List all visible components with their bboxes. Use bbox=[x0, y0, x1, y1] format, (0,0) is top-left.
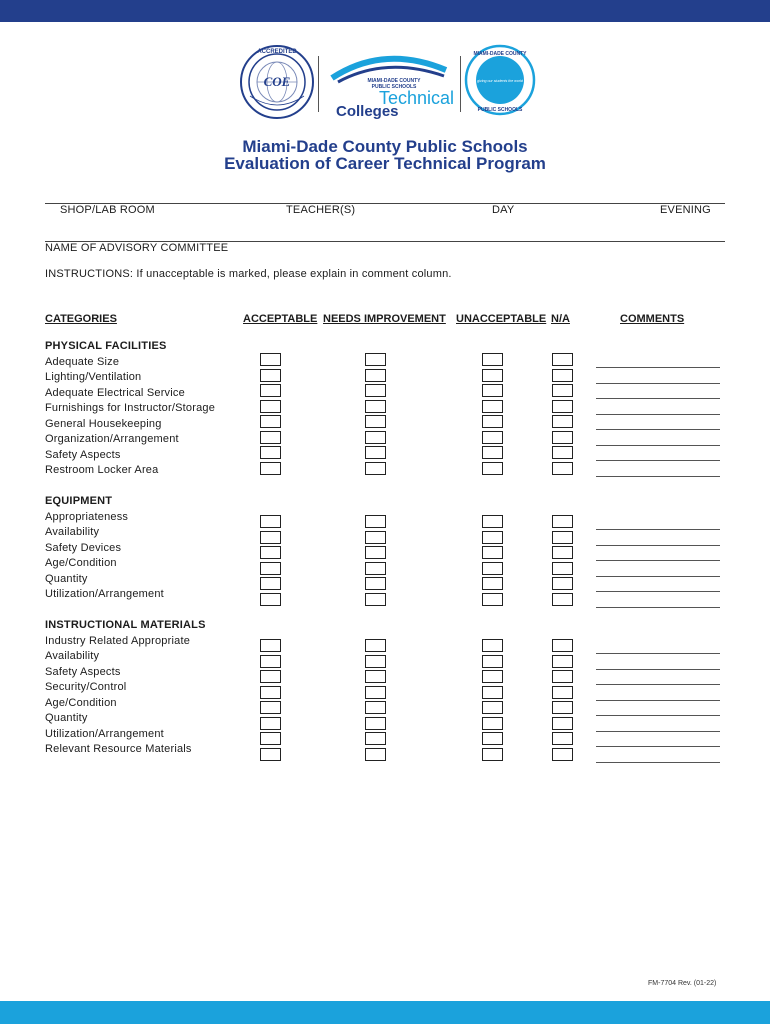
svg-text:COE: COE bbox=[263, 74, 291, 89]
checkbox-na[interactable] bbox=[552, 717, 573, 730]
checkbox-acceptable[interactable] bbox=[260, 717, 281, 730]
svg-text:MIAMI-DADE COUNTY: MIAMI-DADE COUNTY bbox=[473, 51, 527, 57]
checkbox-needs-improvement[interactable] bbox=[365, 531, 386, 544]
bottom-color-band bbox=[0, 1001, 770, 1024]
checkbox-acceptable[interactable] bbox=[260, 701, 281, 714]
advisory-committee-label: NAME OF ADVISORY COMMITTEE bbox=[45, 242, 229, 254]
checkbox-unacceptable[interactable] bbox=[482, 515, 503, 528]
checkbox-na[interactable] bbox=[552, 593, 573, 606]
checkbox-acceptable[interactable] bbox=[260, 446, 281, 459]
checkbox-needs-improvement[interactable] bbox=[365, 701, 386, 714]
checkbox-na[interactable] bbox=[552, 415, 573, 428]
checkbox-unacceptable[interactable] bbox=[482, 462, 503, 475]
checkbox-unacceptable[interactable] bbox=[482, 415, 503, 428]
checkbox-unacceptable[interactable] bbox=[482, 431, 503, 444]
item-label: Safety Aspects bbox=[45, 449, 121, 461]
comment-line[interactable] bbox=[596, 545, 720, 546]
shop-lab-room-label: SHOP/LAB ROOM bbox=[60, 204, 155, 216]
comment-line[interactable] bbox=[596, 367, 720, 368]
checkbox-acceptable[interactable] bbox=[260, 655, 281, 668]
technical-colleges-logo bbox=[324, 48, 456, 120]
item-label: Availability bbox=[45, 526, 100, 538]
col-header-categories: CATEGORIES bbox=[45, 313, 117, 325]
checkbox-na[interactable] bbox=[552, 462, 573, 475]
col-header-needs-improvement: NEEDS IMPROVEMENT bbox=[323, 313, 446, 325]
checkbox-na[interactable] bbox=[552, 353, 573, 366]
comment-line[interactable] bbox=[596, 746, 720, 747]
comment-line[interactable] bbox=[596, 398, 720, 399]
checkbox-na[interactable] bbox=[552, 531, 573, 544]
comment-line[interactable] bbox=[596, 560, 720, 561]
checkbox-unacceptable[interactable] bbox=[482, 446, 503, 459]
comment-line[interactable] bbox=[596, 414, 720, 415]
checkbox-needs-improvement[interactable] bbox=[365, 670, 386, 683]
item-label: Relevant Resource Materials bbox=[45, 743, 192, 755]
checkbox-na[interactable] bbox=[552, 686, 573, 699]
checkbox-acceptable[interactable] bbox=[260, 369, 281, 382]
instructions-text: INSTRUCTIONS: If unacceptable is marked, please explain in comment column. bbox=[45, 268, 452, 280]
checkbox-unacceptable[interactable] bbox=[482, 353, 503, 366]
checkbox-acceptable[interactable] bbox=[260, 431, 281, 444]
checkbox-needs-improvement[interactable] bbox=[365, 748, 386, 761]
checkbox-na[interactable] bbox=[552, 446, 573, 459]
checkbox-unacceptable[interactable] bbox=[482, 732, 503, 745]
checkbox-needs-improvement[interactable] bbox=[365, 462, 386, 475]
comment-line[interactable] bbox=[596, 684, 720, 685]
checkbox-na[interactable] bbox=[552, 384, 573, 397]
checkbox-unacceptable[interactable] bbox=[482, 686, 503, 699]
checkbox-unacceptable[interactable] bbox=[482, 701, 503, 714]
checkbox-acceptable[interactable] bbox=[260, 593, 281, 606]
checkbox-unacceptable[interactable] bbox=[482, 655, 503, 668]
logo-divider bbox=[460, 56, 461, 112]
checkbox-na[interactable] bbox=[552, 748, 573, 761]
checkbox-acceptable[interactable] bbox=[260, 577, 281, 590]
col-header-acceptable: ACCEPTABLE bbox=[243, 313, 318, 325]
comment-line[interactable] bbox=[596, 576, 720, 577]
checkbox-acceptable[interactable] bbox=[260, 353, 281, 366]
item-label: Adequate Electrical Service bbox=[45, 387, 185, 399]
comment-line[interactable] bbox=[596, 731, 720, 732]
checkbox-na[interactable] bbox=[552, 577, 573, 590]
checkbox-na[interactable] bbox=[552, 400, 573, 413]
checkbox-needs-improvement[interactable] bbox=[365, 446, 386, 459]
checkbox-unacceptable[interactable] bbox=[482, 384, 503, 397]
title-line-2: Evaluation of Career Technical Program bbox=[224, 154, 546, 173]
svg-text:Technical: Technical bbox=[378, 88, 454, 108]
checkbox-unacceptable[interactable] bbox=[482, 369, 503, 382]
item-label: Security/Control bbox=[45, 681, 127, 693]
item-label: Availability bbox=[45, 650, 100, 662]
checkbox-needs-improvement[interactable] bbox=[365, 353, 386, 366]
teacher-label: TEACHER(S) bbox=[286, 204, 356, 216]
checkbox-needs-improvement[interactable] bbox=[365, 415, 386, 428]
item-label: Utilization/Arrangement bbox=[45, 588, 164, 600]
checkbox-needs-improvement[interactable] bbox=[365, 577, 386, 590]
checkbox-acceptable[interactable] bbox=[260, 415, 281, 428]
svg-text:giving our students the world: giving our students the world bbox=[477, 79, 523, 83]
item-label: Organization/Arrangement bbox=[45, 433, 179, 445]
item-label: Lighting/Ventilation bbox=[45, 371, 142, 383]
checkbox-acceptable[interactable] bbox=[260, 531, 281, 544]
checkbox-needs-improvement[interactable] bbox=[365, 686, 386, 699]
coe-accreditation-logo bbox=[238, 44, 316, 120]
comment-line[interactable] bbox=[596, 383, 720, 384]
checkbox-acceptable[interactable] bbox=[260, 546, 281, 559]
checkbox-acceptable[interactable] bbox=[260, 748, 281, 761]
section-title: EQUIPMENT bbox=[45, 495, 113, 507]
col-header-unacceptable: UNACCEPTABLE bbox=[456, 313, 547, 325]
svg-text:ACCREDITED: ACCREDITED bbox=[257, 49, 297, 55]
svg-text:MIAMI-DADE COUNTY: MIAMI-DADE COUNTY bbox=[367, 78, 421, 84]
checkbox-needs-improvement[interactable] bbox=[365, 593, 386, 606]
comment-line[interactable] bbox=[596, 715, 720, 716]
section-title: INSTRUCTIONAL MATERIALS bbox=[45, 619, 206, 631]
checkbox-acceptable[interactable] bbox=[260, 670, 281, 683]
checkbox-unacceptable[interactable] bbox=[482, 577, 503, 590]
form-code: FM-7704 Rev. (01-22) bbox=[648, 980, 717, 987]
checkbox-needs-improvement[interactable] bbox=[365, 717, 386, 730]
checkbox-acceptable[interactable] bbox=[260, 384, 281, 397]
item-label: Safety Devices bbox=[45, 542, 122, 554]
checkbox-unacceptable[interactable] bbox=[482, 546, 503, 559]
checkbox-acceptable[interactable] bbox=[260, 515, 281, 528]
comment-line[interactable] bbox=[596, 653, 720, 654]
checkbox-acceptable[interactable] bbox=[260, 462, 281, 475]
checkbox-na[interactable] bbox=[552, 546, 573, 559]
comment-line[interactable] bbox=[596, 762, 720, 763]
checkbox-needs-improvement[interactable] bbox=[365, 639, 386, 652]
checkbox-acceptable[interactable] bbox=[260, 732, 281, 745]
item-label: Age/Condition bbox=[45, 697, 117, 709]
item-label: Industry Related Appropriate bbox=[45, 635, 191, 647]
checkbox-needs-improvement[interactable] bbox=[365, 400, 386, 413]
item-label: Utilization/Arrangement bbox=[45, 728, 164, 740]
checkbox-needs-improvement[interactable] bbox=[365, 369, 386, 382]
item-label: Quantity bbox=[45, 573, 88, 585]
checkbox-needs-improvement[interactable] bbox=[365, 546, 386, 559]
checkbox-needs-improvement[interactable] bbox=[365, 732, 386, 745]
item-label: Safety Aspects bbox=[45, 666, 121, 678]
checkbox-acceptable[interactable] bbox=[260, 639, 281, 652]
comment-line[interactable] bbox=[596, 700, 720, 701]
evening-label: EVENING bbox=[660, 204, 711, 216]
checkbox-unacceptable[interactable] bbox=[482, 593, 503, 606]
mdcps-logo bbox=[464, 44, 536, 116]
checkbox-acceptable[interactable] bbox=[260, 562, 281, 575]
comment-line[interactable] bbox=[596, 591, 720, 592]
item-label: General Housekeeping bbox=[45, 418, 162, 430]
checkbox-acceptable[interactable] bbox=[260, 686, 281, 699]
checkbox-acceptable[interactable] bbox=[260, 400, 281, 413]
checkbox-unacceptable[interactable] bbox=[482, 670, 503, 683]
svg-text:PUBLIC SCHOOLS: PUBLIC SCHOOLS bbox=[477, 107, 523, 113]
item-label: Adequate Size bbox=[45, 356, 120, 368]
checkbox-unacceptable[interactable] bbox=[482, 639, 503, 652]
checkbox-na[interactable] bbox=[552, 670, 573, 683]
svg-text:PUBLIC SCHOOLS: PUBLIC SCHOOLS bbox=[371, 84, 417, 90]
svg-text:Colleges: Colleges bbox=[336, 103, 399, 120]
checkbox-needs-improvement[interactable] bbox=[365, 655, 386, 668]
checkbox-unacceptable[interactable] bbox=[482, 748, 503, 761]
comment-line[interactable] bbox=[596, 445, 720, 446]
item-label: Age/Condition bbox=[45, 557, 117, 569]
checkbox-unacceptable[interactable] bbox=[482, 400, 503, 413]
section-title: PHYSICAL FACILITIES bbox=[45, 340, 167, 352]
item-label: Appropriateness bbox=[45, 511, 129, 523]
item-label: Furnishings for Instructor/Storage bbox=[45, 402, 216, 414]
checkbox-na[interactable] bbox=[552, 369, 573, 382]
comment-line[interactable] bbox=[596, 607, 720, 608]
checkbox-na[interactable] bbox=[552, 655, 573, 668]
item-label: Quantity bbox=[45, 712, 88, 724]
col-header-comments: COMMENTS bbox=[620, 313, 685, 325]
checkbox-needs-improvement[interactable] bbox=[365, 562, 386, 575]
top-color-band bbox=[0, 0, 770, 22]
checkbox-needs-improvement[interactable] bbox=[365, 431, 386, 444]
checkbox-unacceptable[interactable] bbox=[482, 531, 503, 544]
checkbox-na[interactable] bbox=[552, 701, 573, 714]
checkbox-na[interactable] bbox=[552, 732, 573, 745]
comment-line[interactable] bbox=[596, 460, 720, 461]
col-header-na: N/A bbox=[551, 313, 570, 325]
header-logos bbox=[238, 44, 538, 120]
checkbox-needs-improvement[interactable] bbox=[365, 515, 386, 528]
checkbox-unacceptable[interactable] bbox=[482, 562, 503, 575]
checkbox-needs-improvement[interactable] bbox=[365, 384, 386, 397]
checkbox-na[interactable] bbox=[552, 639, 573, 652]
comment-line[interactable] bbox=[596, 669, 720, 670]
checkbox-na[interactable] bbox=[552, 431, 573, 444]
item-label: Restroom Locker Area bbox=[45, 464, 159, 476]
comment-line[interactable] bbox=[596, 476, 720, 477]
comment-line[interactable] bbox=[596, 529, 720, 530]
comment-line[interactable] bbox=[596, 429, 720, 430]
title-line-1: Miami-Dade County Public Schools bbox=[242, 137, 528, 156]
checkbox-na[interactable] bbox=[552, 515, 573, 528]
checkbox-na[interactable] bbox=[552, 562, 573, 575]
logo-divider bbox=[318, 56, 319, 112]
day-label: DAY bbox=[492, 204, 515, 216]
checkbox-unacceptable[interactable] bbox=[482, 717, 503, 730]
